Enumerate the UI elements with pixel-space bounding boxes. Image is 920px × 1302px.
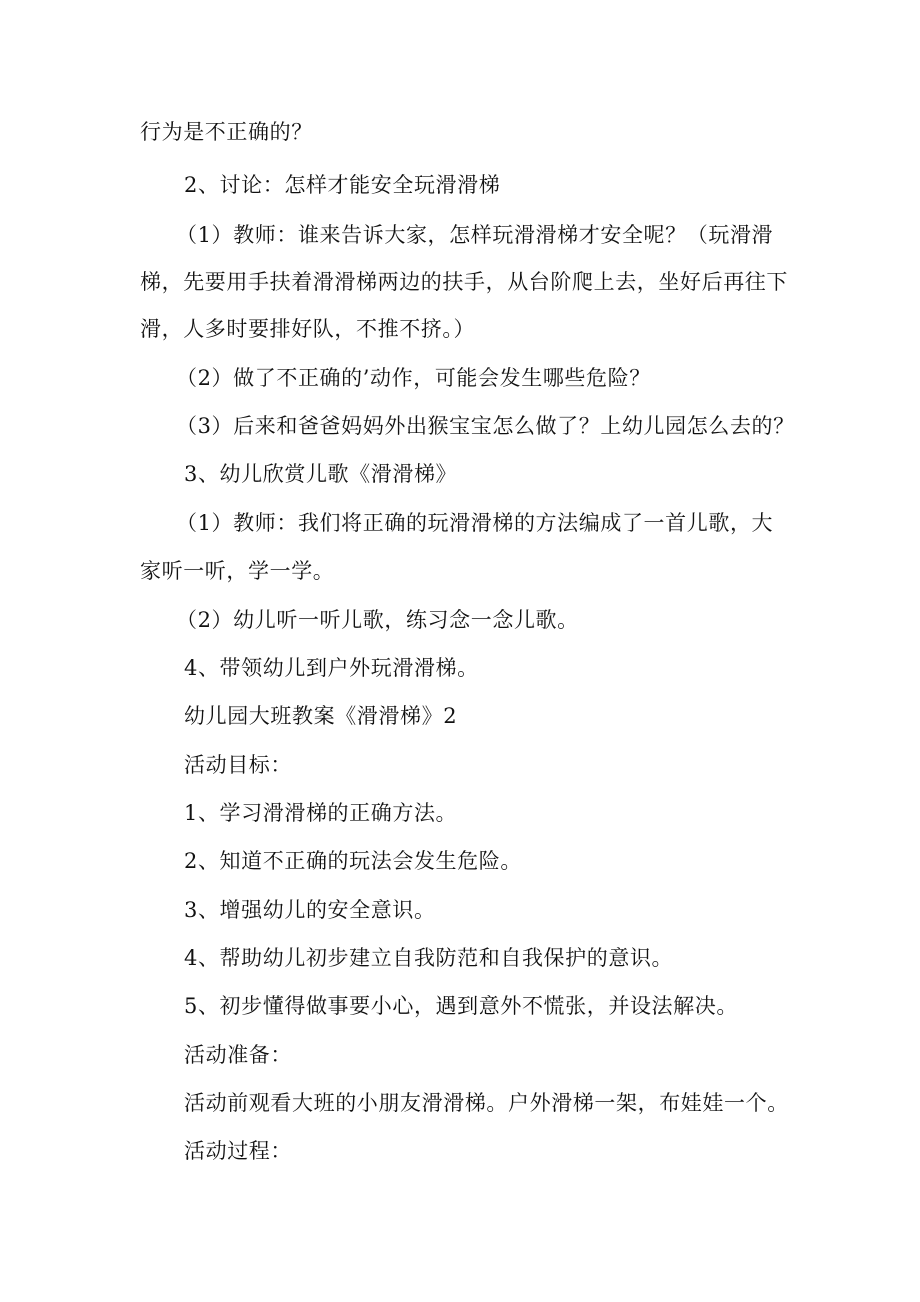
text-line: （1）教师：我们将正确的玩滑滑梯的方法编成了一首儿歌，大 bbox=[176, 511, 774, 535]
text-line: 活动前观看大班的小朋友滑滑梯。户外滑梯一架，布娃娃一个。 bbox=[184, 1091, 789, 1115]
text-line: 3、幼儿欣赏儿歌《滑滑梯》 bbox=[184, 462, 458, 486]
text-line: 4、带领幼儿到户外玩滑滑梯。 bbox=[184, 656, 479, 680]
text-line: 5、初步懂得做事要小心，遇到意外不慌张，并设法解决。 bbox=[184, 994, 738, 1018]
text-line: 3、增强幼儿的安全意识。 bbox=[184, 898, 436, 922]
text-line: （1）教师：谁来告诉大家，怎样玩滑滑梯才安全呢？（玩滑滑 bbox=[176, 223, 774, 247]
text-line: 家听一听，学一学。 bbox=[140, 559, 335, 583]
text-line: 行为是不正确的？ bbox=[140, 120, 313, 144]
text-line: 活动过程： bbox=[184, 1139, 292, 1163]
text-line: 4、帮助幼儿初步建立自我防范和自我保护的意识。 bbox=[184, 946, 674, 970]
text-line: 2、讨论：怎样才能安全玩滑滑梯 bbox=[184, 173, 501, 197]
text-line: 滑，人多时要排好队，不推不挤。） bbox=[140, 317, 476, 341]
text-line: 活动目标： bbox=[184, 753, 292, 777]
text-line: 2、知道不正确的玩法会发生危险。 bbox=[184, 849, 522, 873]
text-line: 幼儿园大班教案《滑滑梯》2 bbox=[184, 704, 458, 728]
text-line: （3）后来和爸爸妈妈外出猴宝宝怎么做了？上幼儿园怎么去的？ bbox=[176, 414, 795, 438]
text-line: 活动准备： bbox=[184, 1043, 292, 1067]
text-line: 梯，先要用手扶着滑滑梯两边的扶手，从台阶爬上去，坐好后再往下 bbox=[140, 270, 788, 294]
text-line: （2）幼儿听一听儿歌，练习念一念儿歌。 bbox=[176, 608, 579, 632]
text-line: （2）做了不正确的’动作，可能会发生哪些危险？ bbox=[176, 366, 651, 390]
text-line: 1、学习滑滑梯的正确方法。 bbox=[184, 801, 458, 825]
